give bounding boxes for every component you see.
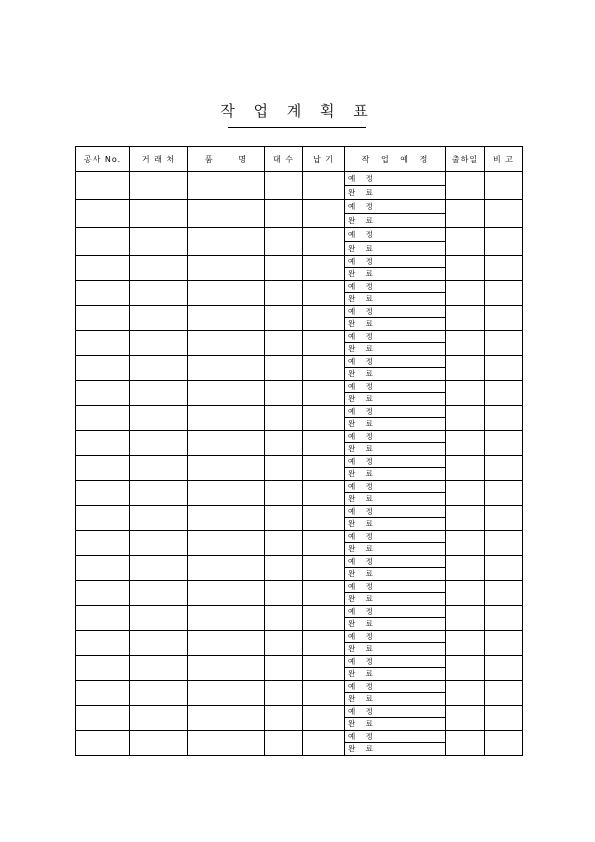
- cell-remarks[interactable]: [485, 381, 523, 406]
- cell-due[interactable]: [303, 172, 345, 200]
- table-row: [76, 381, 523, 393]
- schedule-done-label: 완 료: [345, 242, 446, 256]
- cell-ship-date[interactable]: [446, 631, 485, 656]
- cell-remarks[interactable]: [485, 606, 523, 631]
- cell-item[interactable]: [188, 656, 265, 681]
- schedule-plan-label: 예 정: [345, 531, 446, 543]
- cell-item[interactable]: [188, 506, 265, 531]
- schedule-done-label: 완 료: [345, 293, 446, 306]
- cell-item[interactable]: [188, 281, 265, 306]
- cell-ship-date[interactable]: [446, 606, 485, 631]
- cell-qty[interactable]: [265, 706, 303, 731]
- cell-job-no[interactable]: [76, 172, 130, 200]
- schedule-plan-label: 예 정: [345, 381, 446, 393]
- cell-remarks[interactable]: [485, 531, 523, 556]
- header-job-no: 공사 No.: [76, 147, 130, 172]
- cell-job-no[interactable]: [76, 681, 130, 706]
- cell-remarks[interactable]: [485, 431, 523, 456]
- schedule-done-label: 완 료: [345, 518, 446, 531]
- document-title: 작 업 계 획 표: [220, 102, 375, 120]
- schedule-plan-label: 예 정: [345, 631, 446, 643]
- cell-item[interactable]: [188, 456, 265, 481]
- cell-qty[interactable]: [265, 331, 303, 356]
- cell-remarks[interactable]: [485, 706, 523, 731]
- table-row: [76, 406, 523, 418]
- cell-item[interactable]: [188, 228, 265, 256]
- cell-job-no[interactable]: [76, 506, 130, 531]
- cell-ship-date[interactable]: [446, 306, 485, 331]
- cell-client[interactable]: [130, 731, 188, 756]
- schedule-plan-label: 예 정: [345, 200, 446, 214]
- cell-ship-date[interactable]: [446, 281, 485, 306]
- cell-client[interactable]: [130, 531, 188, 556]
- cell-remarks[interactable]: [485, 656, 523, 681]
- cell-job-no[interactable]: [76, 356, 130, 381]
- table-row: [76, 281, 523, 293]
- schedule-plan-label: 예 정: [345, 456, 446, 468]
- cell-client[interactable]: [130, 356, 188, 381]
- cell-job-no[interactable]: [76, 581, 130, 606]
- cell-job-no[interactable]: [76, 556, 130, 581]
- cell-remarks[interactable]: [485, 281, 523, 306]
- header-row: [76, 147, 523, 172]
- cell-job-no[interactable]: [76, 381, 130, 406]
- schedule-done-label: 완 료: [345, 468, 446, 481]
- cell-ship-date[interactable]: [446, 681, 485, 706]
- cell-job-no[interactable]: [76, 306, 130, 331]
- cell-qty[interactable]: [265, 656, 303, 681]
- cell-client[interactable]: [130, 456, 188, 481]
- cell-item[interactable]: [188, 306, 265, 331]
- cell-remarks[interactable]: [485, 506, 523, 531]
- cell-client[interactable]: [130, 556, 188, 581]
- cell-qty[interactable]: [265, 406, 303, 431]
- work-plan-table: [75, 146, 523, 756]
- cell-due[interactable]: [303, 200, 345, 228]
- cell-due[interactable]: [303, 281, 345, 306]
- cell-ship-date[interactable]: [446, 431, 485, 456]
- schedule-plan-label: 예 정: [345, 228, 446, 242]
- header-item: 품 명: [188, 147, 265, 172]
- schedule-plan-label: 예 정: [345, 172, 446, 186]
- schedule-done-label: 완 료: [345, 343, 446, 356]
- cell-qty[interactable]: [265, 531, 303, 556]
- table-row: [76, 606, 523, 618]
- cell-due[interactable]: [303, 531, 345, 556]
- cell-qty[interactable]: [265, 200, 303, 228]
- cell-ship-date[interactable]: [446, 256, 485, 281]
- cell-remarks[interactable]: [485, 481, 523, 506]
- cell-due[interactable]: [303, 731, 345, 756]
- cell-remarks[interactable]: [485, 681, 523, 706]
- cell-due[interactable]: [303, 581, 345, 606]
- cell-qty[interactable]: [265, 281, 303, 306]
- cell-item[interactable]: [188, 406, 265, 431]
- schedule-done-label: 완 료: [345, 568, 446, 581]
- cell-remarks[interactable]: [485, 406, 523, 431]
- cell-qty[interactable]: [265, 681, 303, 706]
- schedule-plan-label: 예 정: [345, 706, 446, 718]
- cell-item[interactable]: [188, 681, 265, 706]
- cell-client[interactable]: [130, 200, 188, 228]
- cell-qty[interactable]: [265, 731, 303, 756]
- cell-qty[interactable]: [265, 481, 303, 506]
- table-row: [76, 306, 523, 318]
- cell-remarks[interactable]: [485, 356, 523, 381]
- schedule-done-label: 완 료: [345, 318, 446, 331]
- cell-client[interactable]: [130, 656, 188, 681]
- cell-item[interactable]: [188, 331, 265, 356]
- cell-item[interactable]: [188, 581, 265, 606]
- cell-ship-date[interactable]: [446, 456, 485, 481]
- cell-due[interactable]: [303, 556, 345, 581]
- table-row: [76, 506, 523, 518]
- table-row: [76, 331, 523, 343]
- table-row: [76, 172, 523, 186]
- table-row: [76, 681, 523, 693]
- cell-due[interactable]: [303, 306, 345, 331]
- cell-client[interactable]: [130, 631, 188, 656]
- cell-item[interactable]: [188, 431, 265, 456]
- cell-item[interactable]: [188, 381, 265, 406]
- table-row: [76, 581, 523, 593]
- cell-ship-date[interactable]: [446, 406, 485, 431]
- table-row: [76, 631, 523, 643]
- schedule-done-label: 완 료: [345, 418, 446, 431]
- cell-due[interactable]: [303, 681, 345, 706]
- cell-remarks[interactable]: [485, 581, 523, 606]
- cell-remarks[interactable]: [485, 172, 523, 200]
- cell-qty[interactable]: [265, 456, 303, 481]
- cell-job-no[interactable]: [76, 631, 130, 656]
- schedule-plan-label: 예 정: [345, 656, 446, 668]
- table-row: [76, 431, 523, 443]
- cell-job-no[interactable]: [76, 606, 130, 631]
- cell-ship-date[interactable]: [446, 381, 485, 406]
- cell-due[interactable]: [303, 256, 345, 281]
- cell-qty[interactable]: [265, 228, 303, 256]
- schedule-plan-label: 예 정: [345, 256, 446, 268]
- schedule-done-label: 완 료: [345, 214, 446, 228]
- table-row: [76, 731, 523, 743]
- cell-qty[interactable]: [265, 381, 303, 406]
- schedule-plan-label: 예 정: [345, 506, 446, 518]
- cell-item[interactable]: [188, 256, 265, 281]
- cell-item[interactable]: [188, 706, 265, 731]
- cell-client[interactable]: [130, 331, 188, 356]
- schedule-plan-label: 예 정: [345, 556, 446, 568]
- cell-due[interactable]: [303, 606, 345, 631]
- schedule-plan-label: 예 정: [345, 356, 446, 368]
- cell-ship-date[interactable]: [446, 581, 485, 606]
- cell-due[interactable]: [303, 631, 345, 656]
- cell-ship-date[interactable]: [446, 731, 485, 756]
- table-row: [76, 256, 523, 268]
- cell-job-no[interactable]: [76, 281, 130, 306]
- cell-qty[interactable]: [265, 606, 303, 631]
- table-row: [76, 200, 523, 214]
- cell-client[interactable]: [130, 706, 188, 731]
- header-schedule: 작 업 예 정: [345, 147, 446, 172]
- cell-ship-date[interactable]: [446, 556, 485, 581]
- cell-item[interactable]: [188, 606, 265, 631]
- schedule-done-label: 완 료: [345, 668, 446, 681]
- cell-remarks[interactable]: [485, 256, 523, 281]
- table-row: [76, 356, 523, 368]
- cell-due[interactable]: [303, 656, 345, 681]
- cell-remarks[interactable]: [485, 331, 523, 356]
- cell-job-no[interactable]: [76, 731, 130, 756]
- schedule-done-label: 완 료: [345, 543, 446, 556]
- schedule-done-label: 완 료: [345, 743, 446, 756]
- cell-qty[interactable]: [265, 306, 303, 331]
- cell-due[interactable]: [303, 506, 345, 531]
- schedule-done-label: 완 료: [345, 443, 446, 456]
- cell-due[interactable]: [303, 356, 345, 381]
- cell-ship-date[interactable]: [446, 706, 485, 731]
- cell-remarks[interactable]: [485, 306, 523, 331]
- cell-due[interactable]: [303, 331, 345, 356]
- cell-client[interactable]: [130, 381, 188, 406]
- cell-ship-date[interactable]: [446, 506, 485, 531]
- cell-remarks[interactable]: [485, 228, 523, 256]
- cell-remarks[interactable]: [485, 456, 523, 481]
- schedule-done-label: 완 료: [345, 593, 446, 606]
- table-body: [76, 172, 523, 756]
- cell-client[interactable]: [130, 581, 188, 606]
- table-row: [76, 481, 523, 493]
- cell-remarks[interactable]: [485, 200, 523, 228]
- title-underline: [228, 127, 366, 128]
- schedule-plan-label: 예 정: [345, 481, 446, 493]
- schedule-plan-label: 예 정: [345, 581, 446, 593]
- cell-ship-date[interactable]: [446, 356, 485, 381]
- cell-job-no[interactable]: [76, 706, 130, 731]
- cell-qty[interactable]: [265, 556, 303, 581]
- cell-item[interactable]: [188, 172, 265, 200]
- schedule-done-label: 완 료: [345, 618, 446, 631]
- cell-remarks[interactable]: [485, 731, 523, 756]
- cell-remarks[interactable]: [485, 556, 523, 581]
- cell-due[interactable]: [303, 706, 345, 731]
- cell-due[interactable]: [303, 431, 345, 456]
- cell-client[interactable]: [130, 228, 188, 256]
- cell-client[interactable]: [130, 481, 188, 506]
- schedule-plan-label: 예 정: [345, 406, 446, 418]
- schedule-done-label: 완 료: [345, 186, 446, 200]
- cell-due[interactable]: [303, 456, 345, 481]
- cell-item[interactable]: [188, 731, 265, 756]
- schedule-plan-label: 예 정: [345, 431, 446, 443]
- cell-job-no[interactable]: [76, 456, 130, 481]
- schedule-done-label: 완 료: [345, 643, 446, 656]
- schedule-plan-label: 예 정: [345, 606, 446, 618]
- cell-job-no[interactable]: [76, 656, 130, 681]
- header-client: 거 래 처: [130, 147, 188, 172]
- cell-job-no[interactable]: [76, 228, 130, 256]
- schedule-done-label: 완 료: [345, 368, 446, 381]
- cell-job-no[interactable]: [76, 531, 130, 556]
- cell-item[interactable]: [188, 556, 265, 581]
- cell-item[interactable]: [188, 356, 265, 381]
- cell-client[interactable]: [130, 506, 188, 531]
- header-ship-date: 출하일: [446, 147, 485, 172]
- cell-job-no[interactable]: [76, 200, 130, 228]
- header-due: 납 기: [303, 147, 345, 172]
- cell-item[interactable]: [188, 631, 265, 656]
- cell-ship-date[interactable]: [446, 331, 485, 356]
- table-row: [76, 531, 523, 543]
- cell-ship-date[interactable]: [446, 481, 485, 506]
- cell-client[interactable]: [130, 406, 188, 431]
- cell-client[interactable]: [130, 281, 188, 306]
- schedule-done-label: 완 료: [345, 718, 446, 731]
- cell-client[interactable]: [130, 606, 188, 631]
- schedule-done-label: 완 료: [345, 393, 446, 406]
- cell-item[interactable]: [188, 481, 265, 506]
- cell-client[interactable]: [130, 431, 188, 456]
- cell-job-no[interactable]: [76, 406, 130, 431]
- table-row: [76, 556, 523, 568]
- cell-qty[interactable]: [265, 356, 303, 381]
- cell-qty[interactable]: [265, 631, 303, 656]
- schedule-done-label: 완 료: [345, 268, 446, 281]
- cell-due[interactable]: [303, 381, 345, 406]
- cell-qty[interactable]: [265, 506, 303, 531]
- table-row: [76, 228, 523, 242]
- cell-item[interactable]: [188, 531, 265, 556]
- cell-remarks[interactable]: [485, 631, 523, 656]
- cell-ship-date[interactable]: [446, 172, 485, 200]
- schedule-plan-label: 예 정: [345, 281, 446, 293]
- cell-client[interactable]: [130, 681, 188, 706]
- header-remarks: 비 고: [485, 147, 523, 172]
- schedule-plan-label: 예 정: [345, 331, 446, 343]
- cell-client[interactable]: [130, 172, 188, 200]
- schedule-plan-label: 예 정: [345, 306, 446, 318]
- cell-qty[interactable]: [265, 172, 303, 200]
- cell-qty[interactable]: [265, 581, 303, 606]
- cell-ship-date[interactable]: [446, 531, 485, 556]
- cell-due[interactable]: [303, 406, 345, 431]
- schedule-plan-label: 예 정: [345, 731, 446, 743]
- cell-ship-date[interactable]: [446, 656, 485, 681]
- cell-job-no[interactable]: [76, 331, 130, 356]
- cell-job-no[interactable]: [76, 481, 130, 506]
- table-row: [76, 706, 523, 718]
- cell-job-no[interactable]: [76, 256, 130, 281]
- cell-due[interactable]: [303, 481, 345, 506]
- schedule-done-label: 완 료: [345, 493, 446, 506]
- header-qty: 대 수: [265, 147, 303, 172]
- cell-ship-date[interactable]: [446, 200, 485, 228]
- cell-job-no[interactable]: [76, 431, 130, 456]
- schedule-plan-label: 예 정: [345, 681, 446, 693]
- cell-client[interactable]: [130, 256, 188, 281]
- cell-qty[interactable]: [265, 431, 303, 456]
- cell-client[interactable]: [130, 306, 188, 331]
- table-row: [76, 656, 523, 668]
- cell-due[interactable]: [303, 228, 345, 256]
- table-row: [76, 456, 523, 468]
- cell-item[interactable]: [188, 200, 265, 228]
- schedule-done-label: 완 료: [345, 693, 446, 706]
- cell-ship-date[interactable]: [446, 228, 485, 256]
- cell-qty[interactable]: [265, 256, 303, 281]
